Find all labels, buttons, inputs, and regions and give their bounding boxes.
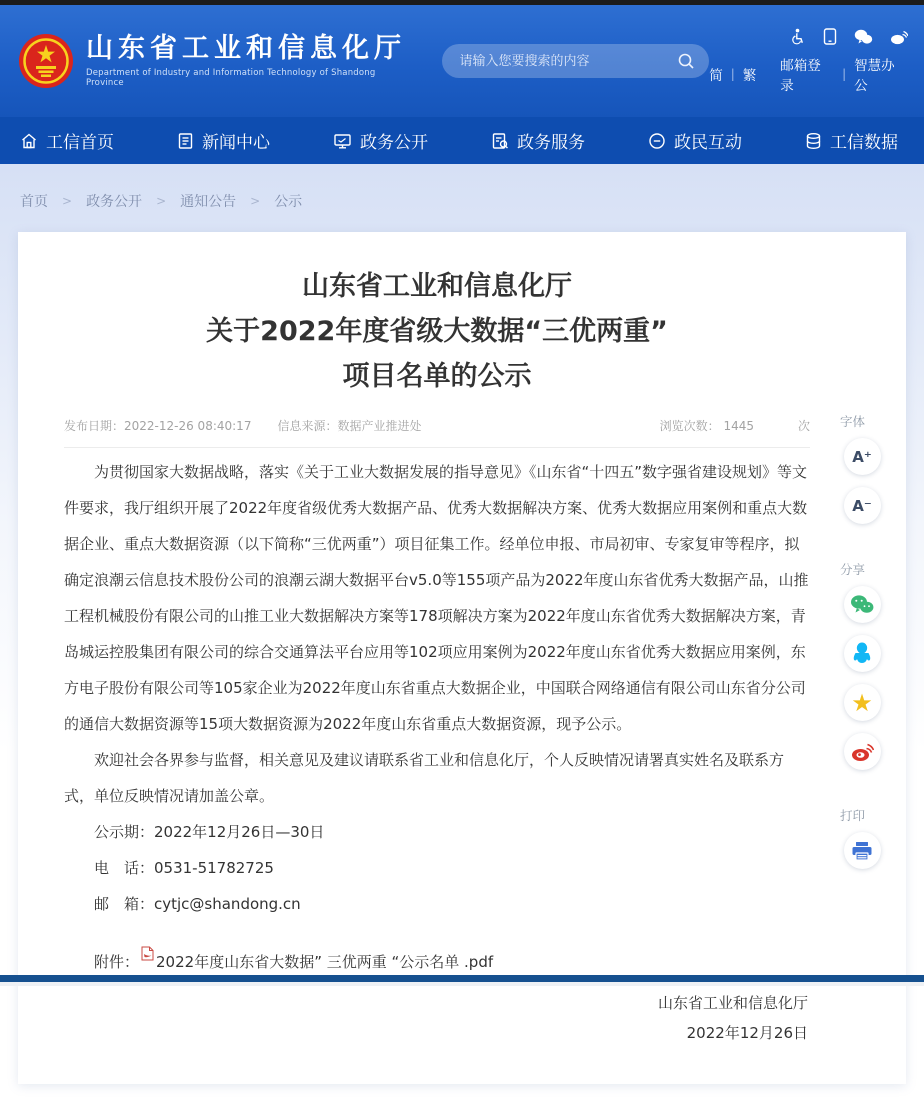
attachment-link[interactable]: 2022年度山东省大数据” 三优两重 “公示名单 .pdf bbox=[156, 953, 494, 971]
qzone-star-icon: ★ bbox=[851, 688, 873, 717]
attachment-label: 附件： bbox=[94, 953, 140, 971]
database-icon bbox=[805, 132, 822, 150]
share-label: 分享 bbox=[840, 562, 866, 577]
print-button[interactable] bbox=[844, 832, 881, 869]
notice-period-line: 公示期：2022年12月26日—30日 bbox=[94, 823, 325, 841]
nav-label: 政民互动 bbox=[674, 133, 742, 153]
breadcrumb-gov-disclosure[interactable]: 政务公开 bbox=[86, 194, 143, 210]
print-label: 打印 bbox=[840, 808, 866, 823]
weibo-share-icon bbox=[851, 742, 874, 762]
site-brand[interactable] bbox=[18, 33, 416, 89]
share-weibo-button[interactable] bbox=[844, 733, 881, 770]
site-title: 山东省工业和信息化厅 bbox=[86, 33, 406, 64]
divider: | bbox=[842, 67, 847, 81]
search-box[interactable] bbox=[442, 44, 710, 78]
pdf-file-icon bbox=[141, 946, 154, 961]
wechat-icon[interactable] bbox=[854, 29, 873, 45]
breadcrumb-separator: > bbox=[156, 194, 167, 208]
content-background bbox=[0, 164, 924, 1114]
search-input[interactable] bbox=[460, 54, 678, 69]
breadcrumb bbox=[0, 164, 924, 211]
site-header bbox=[0, 5, 924, 117]
main-nav bbox=[0, 117, 924, 164]
nav-item-gov-disclosure[interactable] bbox=[333, 128, 428, 153]
font-size-label: 字体 bbox=[840, 414, 866, 429]
publish-date: 发布日期：2022-12-26 08:40:17 bbox=[64, 419, 252, 433]
header-icons bbox=[789, 28, 908, 45]
article-meta bbox=[64, 417, 810, 448]
brand-text bbox=[86, 34, 416, 88]
chat-icon bbox=[648, 132, 666, 150]
nav-item-news[interactable] bbox=[177, 128, 270, 153]
breadcrumb-notices[interactable]: 通知公告 bbox=[180, 194, 237, 210]
email-line: 邮 箱：cytjc@shandong.cn bbox=[94, 895, 301, 913]
nav-label: 工信首页 bbox=[46, 133, 114, 153]
wechat-share-icon bbox=[850, 594, 874, 615]
share-qq-button[interactable] bbox=[844, 635, 881, 672]
qq-share-icon bbox=[852, 642, 872, 665]
accessibility-icon[interactable] bbox=[789, 28, 806, 45]
header-utility-area bbox=[709, 28, 910, 94]
nav-item-interaction[interactable] bbox=[648, 128, 742, 153]
breadcrumb-separator: > bbox=[62, 194, 73, 208]
article-title bbox=[64, 264, 810, 399]
article-title-line2: 关于2022年度省级大数据“三优两重” bbox=[206, 316, 668, 347]
breadcrumb-home[interactable]: 首页 bbox=[20, 194, 48, 210]
paragraph-2: 欢迎社会各界参与监督，相关意见及建议请联系省工业和信息化厅，个人反映情况请署真实姓名及联系方式，单位反映情况请加盖公章。 bbox=[64, 751, 785, 805]
mobile-icon[interactable] bbox=[823, 28, 837, 45]
info-source: 信息来源：数据产业推进处 bbox=[277, 419, 422, 433]
national-emblem-logo bbox=[18, 33, 74, 89]
attachment-row bbox=[64, 946, 810, 972]
nav-item-home[interactable] bbox=[20, 128, 114, 153]
breadcrumb-separator: > bbox=[250, 194, 261, 208]
view-count: 浏览次数： 1445 bbox=[659, 419, 754, 433]
home-icon bbox=[20, 132, 38, 150]
nav-label: 新闻中心 bbox=[202, 133, 270, 153]
lang-traditional[interactable]: 繁 bbox=[742, 68, 757, 84]
monitor-icon bbox=[333, 132, 352, 150]
smart-office-link[interactable]: 智慧办公 bbox=[854, 58, 895, 94]
footer-top-bar bbox=[0, 975, 924, 982]
search-icon[interactable] bbox=[677, 51, 697, 71]
font-decrease-button[interactable] bbox=[844, 487, 881, 524]
article-body bbox=[64, 454, 810, 1048]
paragraph-1: 为贯彻国家大数据战略，落实《关于工业大数据发展的指导意见》《山东省“十四五”数字强省建设规划》等文件要求，我厅组织开展了2022年度省级优秀大数据产品、优秀大数据解决方案、优秀大数据应用案例和重点大数据企业、重点大数据资源（以下简称“三优两重”）项目征集工作。经单位申报、市局初审、专家复审等程序，拟确定浪潮云信息技术股份公司的浪潮云湖大数据平台v5.0等155项产品为2022年度山东省优秀大数据产品，山推工程机械股份有限公司的山推工业大数据解决方案等178项解决方案为2022年度山东省优秀大数据解决方案，青岛城运控股集团有限公司的综合交通算法平台应用等102项应用案例为2022年度山东省优秀大数据应用案例，东方电子股份有限公司等105家企业为2022年度山东省重点大数据企业，中国联合网络通信有限公司山东省分公司的通信大数据资源等15项大数据资源为2022年度山东省重点大数据资源，现予公示。 bbox=[64, 463, 809, 733]
nav-label: 政务公开 bbox=[360, 133, 428, 153]
side-toolbar bbox=[838, 412, 886, 881]
nav-item-gov-services[interactable] bbox=[491, 128, 585, 153]
article-title-line3: 项目名单的公示 bbox=[342, 361, 532, 392]
weibo-icon[interactable] bbox=[890, 29, 908, 45]
signature-org: 山东省工业和信息化厅 bbox=[657, 994, 808, 1012]
nav-item-data[interactable] bbox=[805, 128, 898, 153]
header-links bbox=[709, 54, 908, 94]
signature-block bbox=[64, 988, 810, 1048]
share-wechat-button[interactable] bbox=[844, 586, 881, 623]
news-icon bbox=[177, 132, 194, 150]
nav-label: 政务服务 bbox=[517, 133, 585, 153]
service-doc-icon bbox=[491, 132, 509, 150]
breadcrumb-current: 公示 bbox=[274, 194, 303, 210]
phone-line: 电 话：0531-51782725 bbox=[94, 859, 274, 877]
printer-icon bbox=[851, 841, 873, 861]
divider: | bbox=[730, 67, 735, 81]
signature-date: 2022年12月26日 bbox=[686, 1024, 808, 1042]
site-title-en: Department of Industry and Information Technology of Shandong Province bbox=[86, 68, 376, 88]
mail-login-link[interactable]: 邮箱登录 bbox=[780, 58, 821, 94]
lang-simplified[interactable]: 简 bbox=[709, 68, 723, 84]
font-decrease-glyph: A⁻ bbox=[852, 496, 872, 515]
article-card bbox=[18, 232, 906, 1084]
nav-label: 工信数据 bbox=[830, 133, 898, 153]
font-increase-glyph: A⁺ bbox=[852, 447, 872, 466]
share-qzone-button[interactable] bbox=[844, 684, 881, 721]
footer-area bbox=[0, 982, 924, 986]
font-increase-button[interactable] bbox=[844, 438, 881, 475]
view-count-unit: 次 bbox=[797, 419, 810, 433]
article-title-line1: 山东省工业和信息化厅 bbox=[302, 271, 572, 302]
